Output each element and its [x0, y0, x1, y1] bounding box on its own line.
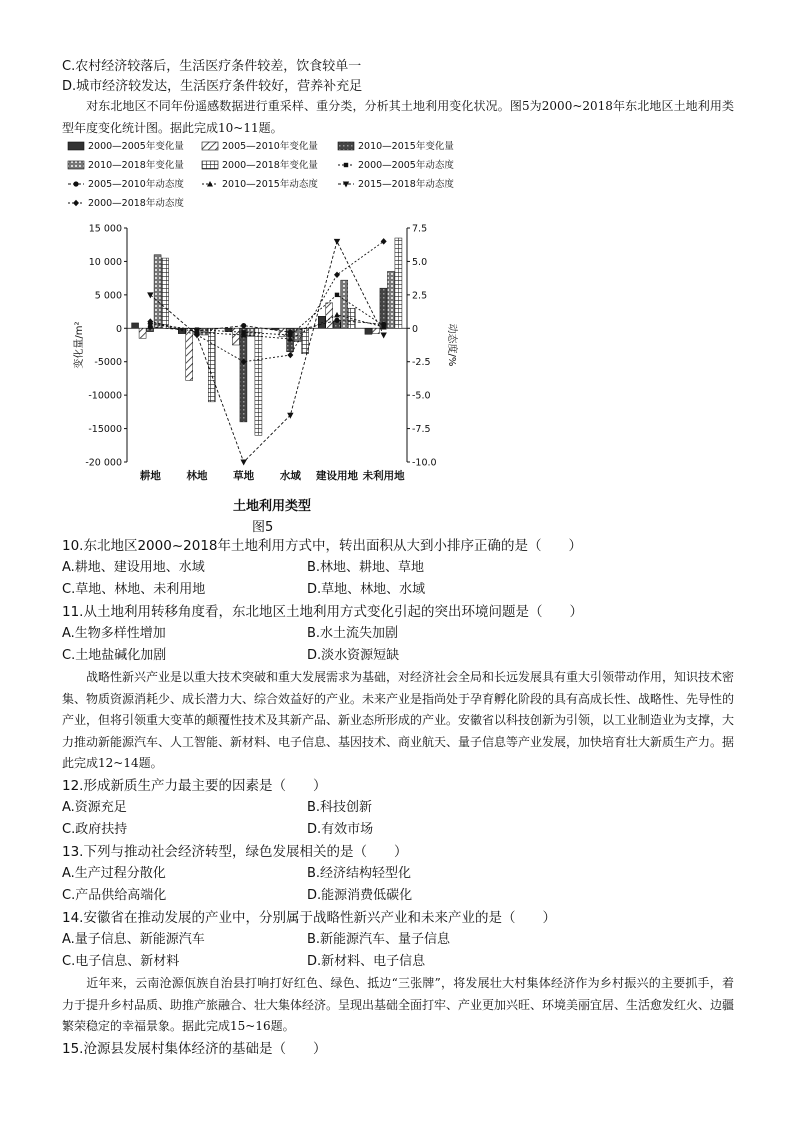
option-c-line: C.农村经济较落后，生活医疗条件较差，饮食较单一 [62, 59, 362, 74]
q11-option-d[interactable]: D.淡水资源短缺 [307, 648, 400, 663]
y2-tick-label: -5.0 [412, 390, 431, 402]
legend-label: 2000—2018年动态度 [88, 198, 184, 209]
x-tick-label: 耕地 [139, 470, 161, 482]
y-axis-title: 变化量/m² [74, 321, 85, 369]
legend-swatch [68, 142, 84, 150]
y-tick-label: -20 000 [85, 457, 122, 469]
q11-option-a[interactable]: A.生物多样性增加 [62, 626, 166, 641]
passage-2-text: 战略性新兴产业是以重大技术突破和重大发展需求为基础，对经济社会全局和长远发展具有重大引领带动作用，知识技术密集、物质资源消耗少、成长潜力大、综合效益好的产业。未来产业是指尚处于孕育孵化阶段的具有高成长性、战略性、先导性的产业，但将引领重大变革的颠覆性技术及其新产品、新业态所形成的产业。安徽省以科技创新为引领，以工业制造业为支撑，大力推动新能源汽车、人工智能、新材料、电子信息、基因技术、商业航天、量子信息等产业发展，加快培育壮大新质生产力。据此完成12~14题。 [62, 670, 735, 770]
chart-bar [162, 258, 169, 328]
chart-bar [272, 328, 279, 329]
chart-legend [68, 140, 454, 209]
q10-option-c[interactable]: C.草地、林地、未利用地 [62, 582, 206, 597]
y-tick-label: 10 000 [88, 256, 122, 268]
q14-option-d[interactable]: D.新材料、电子信息 [307, 954, 426, 969]
legend-swatch [68, 161, 84, 169]
chart-bar [154, 255, 161, 329]
q10-option-a[interactable]: A.耕地、建设用地、水域 [62, 560, 205, 575]
question-10-stem: 10.东北地区2000~2018年土地利用方式中，转出面积从大到小排序正确的是（ ） [62, 538, 582, 554]
chart-bar [139, 328, 146, 338]
legend-label: 2005—2010年变化量 [222, 141, 318, 152]
legend-label: 2010—2015年动态度 [222, 179, 318, 190]
figure-label: 图5 [252, 520, 274, 535]
q10-option-d[interactable]: D.草地、林地、水域 [307, 582, 426, 597]
y-tick-label: -10000 [88, 390, 122, 402]
legend-label: 2000—2005年动态度 [358, 160, 454, 171]
intro-text: 对东北地区不同年份遥感数据进行重采样、重分类，分析其土地利用变化状况。图5为2000~2018年东北地区土地利用类型年度变化统计图。据此完成10~11题。 [62, 99, 734, 135]
q13-option-b[interactable]: B.经济结构轻型化 [307, 866, 412, 881]
question-12-stem: 12.形成新质生产力最主要的因素是（ ） [62, 778, 327, 794]
chart-bar [208, 328, 215, 402]
legend-label: 2005—2010年动态度 [88, 179, 184, 190]
q10-option-b[interactable]: B.林地、耕地、草地 [307, 560, 425, 575]
y-tick-label: 0 [115, 323, 122, 335]
chart-bar [395, 238, 402, 328]
passage-3 [62, 973, 734, 1038]
q11-option-b[interactable]: B.水土流失加剧 [307, 626, 399, 641]
chart-point [241, 323, 246, 328]
chart-bar [387, 271, 394, 328]
chart-bar [255, 328, 262, 435]
option-d-line: D.城市经济较发达，生活医疗条件较好，营养补充足 [62, 79, 363, 94]
chart-bar [240, 328, 247, 422]
legend-label: 2010—2015年变化量 [358, 141, 454, 152]
chart-point [380, 332, 386, 338]
legend-marker [344, 163, 348, 167]
chart-bar [186, 328, 193, 380]
y2-tick-label: 5.0 [412, 256, 428, 268]
y2-axis-title: 动态度/% [446, 323, 457, 367]
x-tick-label: 建设用地 [316, 470, 358, 482]
legend-swatch [338, 142, 354, 150]
chart-point [334, 318, 339, 323]
y-tick-label: 15 000 [88, 223, 122, 235]
land-use-chart [62, 140, 482, 520]
chart-bar [318, 316, 325, 328]
y-tick-label: -5000 [94, 357, 122, 369]
chart-point [334, 239, 340, 245]
legend-swatch [202, 161, 218, 169]
y2-tick-label: -7.5 [412, 424, 431, 436]
chart-line [150, 241, 383, 361]
passage-2 [62, 667, 734, 775]
legend-label: 2000—2018年变化量 [222, 160, 318, 171]
y-tick-label: -15000 [88, 424, 122, 436]
chart-point [287, 352, 293, 358]
chart-point [147, 292, 153, 298]
x-tick-label: 未利用地 [362, 470, 405, 482]
chart-point [148, 324, 153, 329]
chart-svg [62, 140, 482, 515]
y2-tick-label: 7.5 [412, 223, 428, 235]
chart-bar [279, 328, 286, 336]
legend-label: 2000—2005年变化量 [88, 141, 184, 152]
q14-option-c[interactable]: C.电子信息、新材料 [62, 954, 180, 969]
q13-option-a[interactable]: A.生产过程分散化 [62, 866, 166, 881]
chart-point [288, 330, 293, 335]
q11-option-c[interactable]: C.土地盐碱化加剧 [62, 648, 167, 663]
q12-option-c[interactable]: C.政府扶持 [62, 822, 128, 837]
y2-tick-label: -2.5 [412, 357, 431, 369]
y2-tick-label: -10.0 [412, 457, 437, 469]
chart-line [150, 241, 383, 462]
q12-option-d[interactable]: D.有效市场 [307, 822, 374, 837]
chart-bar [132, 323, 139, 328]
chart-bar [365, 328, 372, 334]
q13-option-d[interactable]: D.能源消费低碳化 [307, 888, 413, 903]
chart-plot-area [72, 224, 459, 515]
question-14-stem: 14.安徽省在推动发展的产业中，分别属于战略性新兴产业和未来产业的是（ ） [62, 910, 556, 926]
y2-tick-label: 0 [412, 323, 419, 335]
q12-option-a[interactable]: A.资源充足 [62, 800, 127, 815]
legend-label: 2015—2018年动态度 [358, 179, 454, 190]
passage-3-text: 近年来，云南沧源佤族自治县打响打好红色、绿色、抵边“三张牌”，将发展壮大村集体经济作为乡村振兴的主要抓手，着力于提升乡村品质、助推产旅融合、壮大集体经济。呈现出基础全面打牢、产业更加兴旺、环境美丽宜居、生活愈发红火、边疆繁荣稳定的幸福景象。据此完成15~16题。 [62, 976, 735, 1033]
q12-option-b[interactable]: B.科技创新 [307, 800, 373, 815]
chart-point [381, 238, 387, 244]
y2-tick-label: 2.5 [412, 290, 428, 302]
y-tick-label: 5 000 [94, 290, 122, 302]
question-13-stem: 13.下列与推动社会经济转型，绿色发展相关的是（ ） [62, 844, 408, 860]
chart-bar [372, 328, 379, 333]
legend-marker [73, 200, 79, 206]
x-axis-title: 土地利用类型 [232, 499, 312, 514]
legend-label: 2010—2018年变化量 [88, 160, 184, 171]
chart-bar [201, 328, 208, 335]
intro-paragraph [62, 96, 734, 139]
q13-option-c[interactable]: C.产品供给高端化 [62, 888, 167, 903]
chart-point [334, 272, 340, 278]
q14-option-b[interactable]: B.新能源汽车、量子信息 [307, 932, 451, 947]
x-tick-label: 草地 [233, 470, 255, 482]
question-15-stem: 15.沧源县发展村集体经济的基础是（ ） [62, 1041, 327, 1057]
chart-point [334, 312, 340, 318]
chart-point [287, 413, 293, 419]
chart-point [335, 293, 339, 297]
question-11-stem: 11.从土地利用转移角度看，东北地区土地利用方式变化引起的突出环境问题是（ ） [62, 604, 583, 620]
legend-swatch [202, 142, 218, 150]
chart-bar [326, 303, 333, 328]
chart-bar [232, 328, 239, 345]
x-tick-label: 林地 [186, 470, 208, 482]
chart-point [240, 460, 246, 466]
legend-marker [73, 181, 78, 186]
q14-option-a[interactable]: A.量子信息、新能源汽车 [62, 932, 205, 947]
x-tick-label: 水域 [279, 470, 301, 482]
